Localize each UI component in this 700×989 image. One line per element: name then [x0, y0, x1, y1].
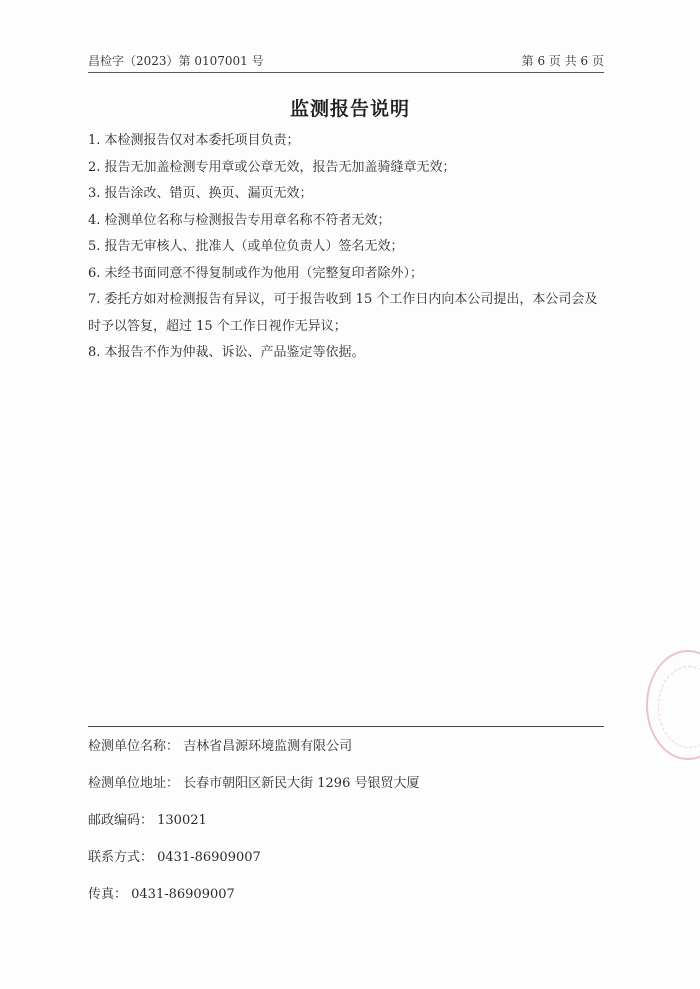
page-header	[88, 48, 604, 70]
seam-stamp	[646, 650, 700, 760]
note-item: 1. 本检测报告仅对本委托项目负责；	[88, 133, 300, 148]
report-number: 昌检字（2023）第 0107001 号	[88, 54, 264, 68]
note-item: 4. 检测单位名称与检测报告专用章名称不符者无效；	[88, 212, 391, 228]
note-item: 6. 未经书面同意不得复制或作为他用（完整复印者除外）；	[88, 265, 424, 281]
contact-phone: 联系方式： 0431-86909007	[88, 850, 261, 865]
note-item: 3. 报告涂改、错页、换页、漏页无效；	[88, 186, 313, 201]
unit-name: 检测单位名称： 吉林省昌源环境监测有限公司	[88, 739, 353, 754]
note-item: 2. 报告无加盖检测专用章或公章无效，报告无加盖骑缝章无效；	[88, 159, 456, 175]
note-item: 5. 报告无审核人、批准人（或单位负责人）签名无效；	[88, 239, 404, 254]
header-divider	[88, 72, 604, 73]
page-indicator: 第 6 页 共 6 页	[521, 54, 604, 68]
fax: 传真： 0431-86909007	[88, 887, 235, 902]
unit-address: 检测单位地址： 长春市朝阳区新民大街 1296 号银贸大厦	[88, 776, 420, 791]
contact-block	[88, 736, 419, 921]
seam-stamp-inner	[658, 666, 700, 748]
page-title: 监测报告说明	[289, 98, 410, 120]
postcode: 邮政编码： 130021	[88, 813, 207, 828]
contact-divider	[88, 726, 604, 727]
note-item: 8. 本报告不作为仲裁、诉讼、产品鉴定等依据。	[88, 345, 365, 360]
note-item: 7. 委托方如对检测报告有异议，可于报告收到 15 个工作日内向本公司提出，本公司会及时予以答复，超过 15 个工作日视作无异议；	[88, 292, 598, 334]
notes-list	[88, 128, 608, 367]
